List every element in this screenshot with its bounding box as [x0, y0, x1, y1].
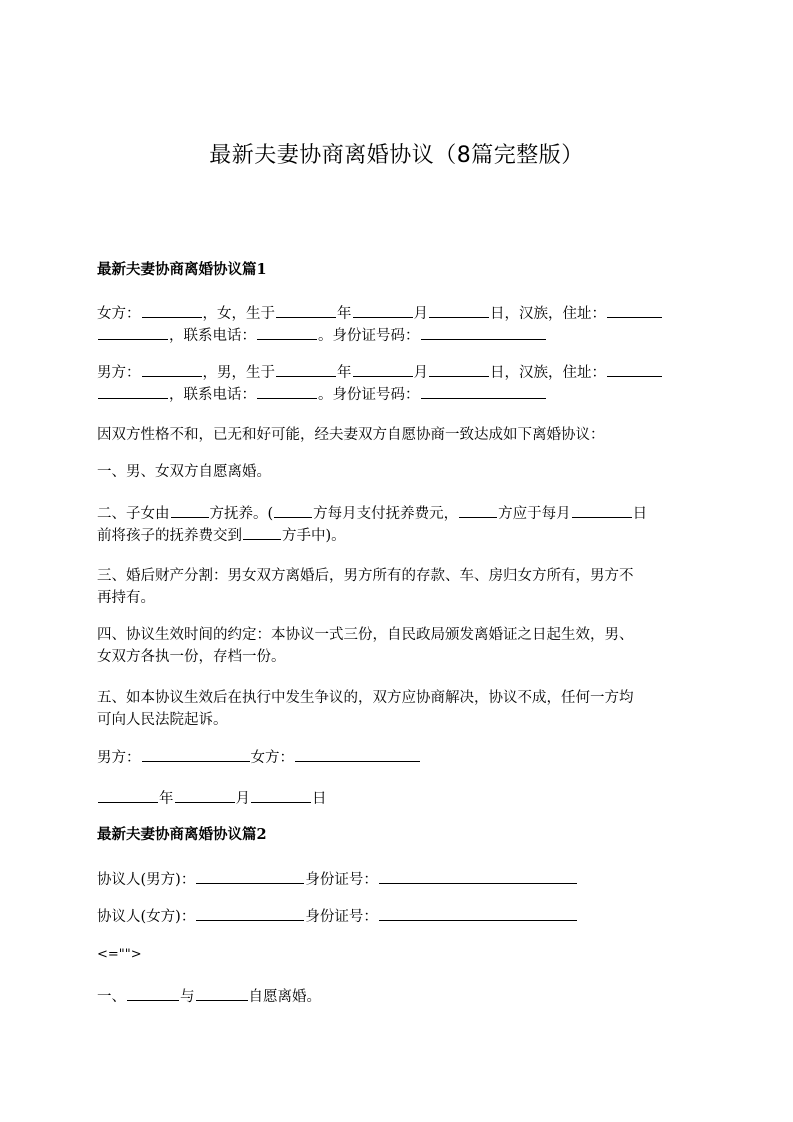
blank-address	[607, 302, 662, 318]
blank-birth-year	[276, 302, 336, 318]
male-info-line1: 男方： ，男，生于 年 月 日，汉族，住址：	[97, 361, 697, 384]
male-info-line2: ，联系电话： 。身份证号码：	[97, 383, 697, 406]
blank-custody	[171, 502, 209, 518]
date-line: 年 月 日	[97, 787, 697, 810]
blank-address	[607, 361, 662, 377]
blank-phone	[257, 383, 317, 399]
blank-male-id	[379, 868, 577, 884]
blank-female-id	[379, 905, 577, 921]
section2-item-1: 一、 与 自愿离婚。	[97, 985, 697, 1008]
blank-party-female	[196, 905, 304, 921]
item-3-line1: 三、婚后财产分割：男女双方离婚后，男方所有的存款、车、房归女方所有，男方不	[97, 568, 634, 584]
section1-heading: 最新夫妻协商离婚协议篇1	[97, 261, 267, 278]
signature-line: 男方： 女方：	[97, 746, 697, 769]
blank-party-male	[196, 868, 304, 884]
item-5-line1: 五、如本协议生效后在执行中发生争议的，双方应协商解决，协议不成，任何一方均	[97, 690, 634, 706]
blank-female-signature	[295, 746, 420, 762]
stray-markup-text: <="">	[97, 947, 142, 962]
blank-birth-day	[429, 361, 489, 377]
item-2-line2: 前将孩子的抚养费交到 方手中)。	[97, 524, 697, 547]
blank-sign-month	[175, 787, 235, 803]
blank-address-cont	[98, 324, 168, 340]
female-info-line1: 女方： ，女，生于 年 月 日，汉族，住址：	[97, 302, 697, 325]
blank-birth-year	[276, 361, 336, 377]
blank-payer2	[459, 502, 497, 518]
item-2-line1: 二、子女由 方抚养。( 方每月支付抚养费元， 方应于每月 日	[97, 502, 697, 525]
item-4-line2: 女双方各执一份，存档一份。	[97, 649, 286, 665]
blank-birth-month	[353, 302, 413, 318]
item-3-line2: 再持有。	[97, 590, 155, 606]
blank-sign-year	[98, 787, 158, 803]
blank-idcard	[421, 383, 546, 399]
blank-pay-day	[572, 502, 632, 518]
blank-male-name	[142, 361, 202, 377]
blank-payer	[274, 502, 312, 518]
party-male-line: 协议人(男方)： 身份证号：	[97, 868, 697, 891]
item-1: 一、男、女双方自愿离婚。	[97, 464, 271, 480]
section2-heading: 最新夫妻协商离婚协议篇2	[97, 826, 267, 843]
blank-idcard	[421, 324, 546, 340]
female-info-line2: ，联系电话： 。身份证号码：	[97, 324, 697, 347]
blank-birth-month	[353, 361, 413, 377]
blank-sign-day	[251, 787, 311, 803]
blank-male-signature	[142, 746, 250, 762]
document-title: 最新夫妻协商离婚协议（8篇完整版）	[209, 143, 584, 168]
item-5-line2: 可向人民法院起诉。	[97, 712, 228, 728]
party-female-line: 协议人(女方)： 身份证号：	[97, 905, 697, 928]
blank-party-b	[196, 985, 248, 1001]
blank-receiver	[243, 524, 281, 540]
intro-paragraph: 因双方性格不和，已无和好可能，经夫妻双方自愿协商一致达成如下离婚协议：	[97, 427, 605, 443]
blank-birth-day	[429, 302, 489, 318]
blank-phone	[257, 324, 317, 340]
blank-female-name	[142, 302, 202, 318]
blank-address-cont	[98, 383, 168, 399]
item-4-line1: 四、协议生效时间的约定：本协议一式三份，自民政局颁发离婚证之日起生效，男、	[97, 627, 634, 643]
blank-party-a	[127, 985, 179, 1001]
